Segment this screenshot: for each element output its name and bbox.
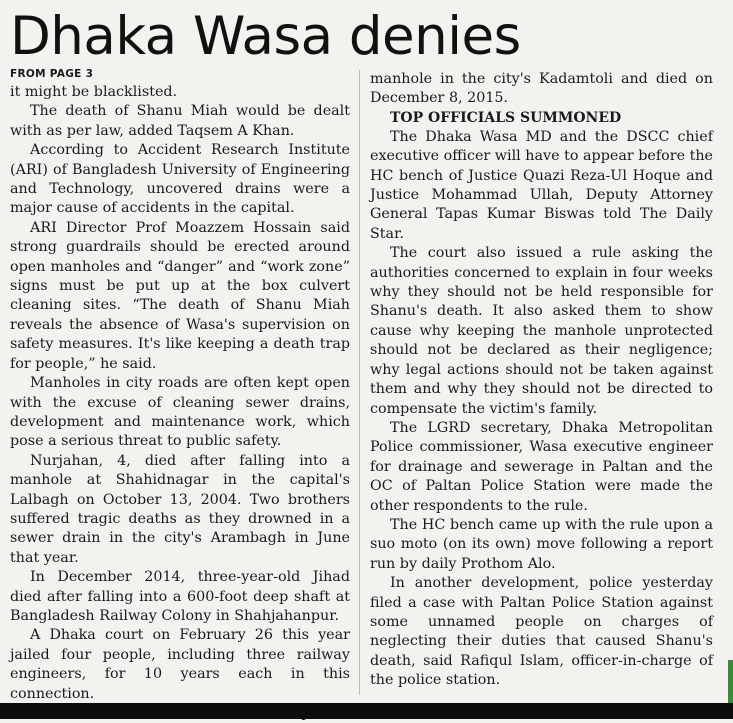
paragraph: ARI Director Prof Moazzem Hossain said strong guardrails should be erected around open manholes and “danger” and “work zone” signs must be put up at the box culvert cleaning sites. “The death of Shanu Miah reveals the absence of Wasa's supervision on safety measures. It's like keeping a death trap for people,” he said. [10,219,350,372]
headline: Dhaka Wasa denies [10,6,521,67]
paragraph: The court also issued a rule asking the authorities concerned to explain in four weeks why they should not be held responsible for Shanu's death. It also asked them to show cause why keeping the manhole unprotected should not be declared as their negligence; why legal actions should not be taken against them and why they should not be directed to compensate the victim's family. [370,245,713,417]
paragraph: it might be blacklisted. [10,84,178,100]
paragraph: The Dhaka Wasa MD and the DSCC chief executive officer will have to appear before the HC bench of Justice Quazi Reza-Ul Hoque and Justice Mohammad Ullah, Deputy Attorney General Tapas Kumar Biswas told The Daily Star. [370,128,713,242]
paragraph: According to Accident Research Institute (ARI) of Bangladesh University of Engineering and Technology, uncovered drains were a major cause of accidents in the capital. [10,142,350,217]
paragraph: Manholes in city roads are often kept open with the excuse of cleaning sewer drains, development and maintenance work, which pose a serious threat to public safety. [10,375,350,450]
column-divider [359,70,360,695]
paragraph: The death of Shanu Miah would be dealt with as per law, added Taqsem A Khan. [10,103,350,139]
edge-strip [728,660,733,703]
subhead: TOP OFFICIALS SUMMONED [390,109,622,126]
paragraph: Nurjahan, 4, died after falling into a manhole at Shahidnagar in the capital's Lalbagh on October 13, 2004. Two brothers suffered tragic deaths as they drowned in a sewer drain in the city's Arambagh in June that year. [10,452,350,566]
paragraph: A Dhaka court on February 26 this year jailed four people, including three railway engineers, for 10 years each in this connection. [10,627,350,702]
bottom-bar [0,703,733,719]
paragraph: In another development, police yesterday filed a case with Paltan Police Station against some unnamed people on charges of neglecting their duties that caused Shanu's death, said Rafiqul Islam, officer-in-charge of the police station. [370,575,713,689]
right-column [370,70,713,691]
from-page-label: FROM PAGE 3 [10,68,94,80]
paragraph: The HC bench came up with the rule upon a suo moto (on its own) move following a report run by daily Prothom Alo. [370,516,713,572]
left-column [10,68,350,723]
paragraph: The LGRD secretary, Dhaka Metropolitan Police commissioner, Wasa executive engineer for drainage and sewerage in Paltan and the OC of Paltan Police Station were made the other respondents to the rule. [370,419,713,514]
continuation-paragraph: manhole in the city's Kadamtoli and died on December 8, 2015. [370,71,713,107]
paragraph: In December 2014, three-year-old Jihad died after falling into a 600-foot deep shaft at Bangladesh Railway Colony in Shahjahanpur. [10,569,350,624]
